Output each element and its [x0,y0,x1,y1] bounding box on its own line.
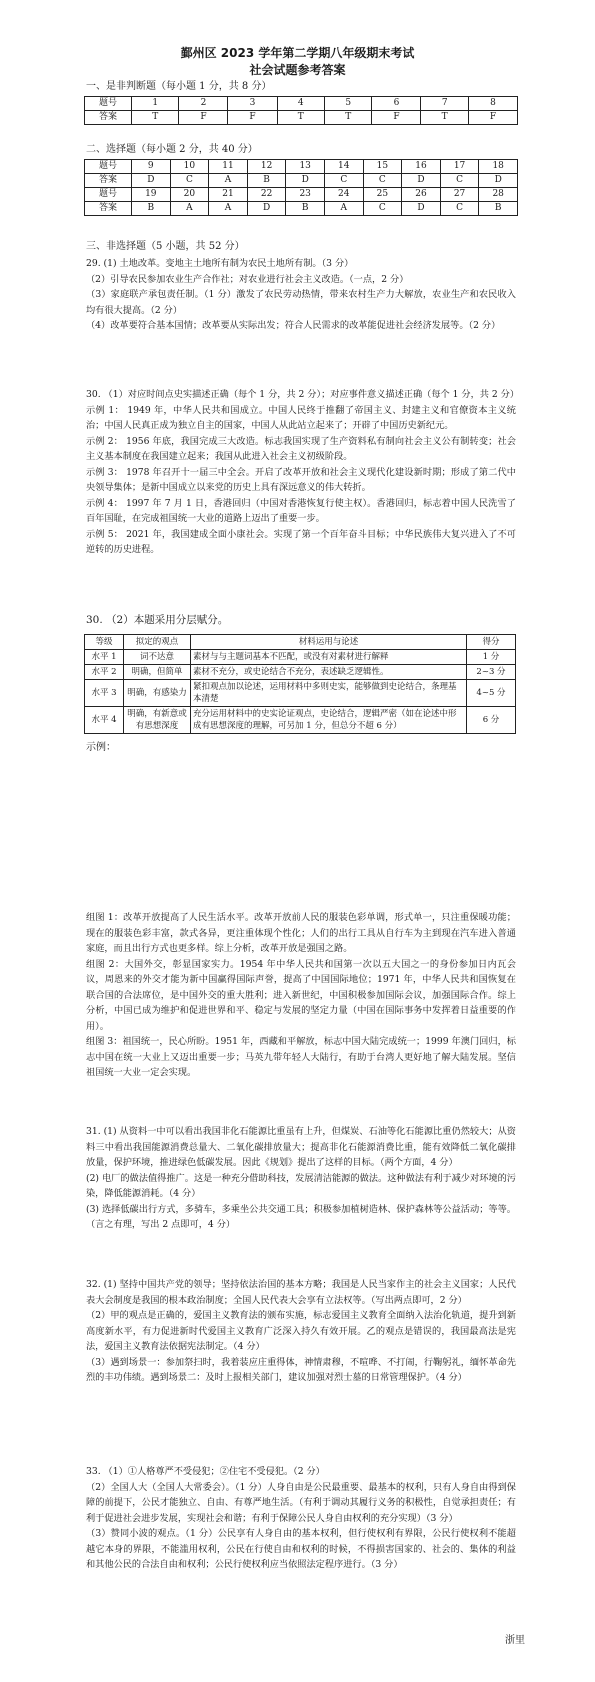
rubric-level: 水平 1 [85,650,124,665]
answer-label: 答案 [85,111,132,125]
answer-cell: T [421,111,468,125]
question-number-cell: 17 [440,160,479,174]
question-number-cell: 25 [363,188,402,202]
answer-cell: C [324,174,363,188]
question-number-cell: 18 [479,160,518,174]
rubric-header: 等级 [85,635,124,650]
rubric-score: 4~5 分 [467,680,516,707]
answer-cell: D [286,174,325,188]
answer-cell: B [479,202,518,216]
answer-cell: T [277,111,324,125]
rubric-header: 材料运用与论述 [191,635,467,650]
question-number-cell: 13 [286,160,325,174]
answer-cell: A [324,202,363,216]
footer-watermark: 浙里 [505,1635,525,1646]
answer-paragraph: 组图 2：大国外交，彰显国家实力。1954 年中华人民共和国第一次以五大国之一的身份参加日内瓦会议，周恩来的外交才能为新中国赢得国际声誉，提高了中国国际地位；1971 年，中华人民共和国恢复在联合国的合法席位，是中国外交的重大胜利；进入新世纪，中国积极参加国际会议，加强国际合作。综上分析，中国已成为维护和促进世界和平、稳定与发展的坚定力量（中国在国际事务中发挥着日益重要的作用）。 [86,958,516,1032]
question-number-label: 题号 [85,160,132,174]
answer-cell: T [324,111,371,125]
answer-paragraph: 29. (1) 土地改革。变地主土地所有制为农民土地所有制。（3 分） [86,258,354,269]
rubric-header: 拟定的观点 [124,635,191,650]
answer-cell: C [440,174,479,188]
answer-cell: B [286,202,325,216]
answer-paragraph: 示例 2： 1956 年底，我国完成三大改造。标志我国实现了生产资料私有制向社会主义公有制转变；社会主义基本制度在我国建立起来；我国从此进入社会主义初级阶段。 [86,435,516,462]
rubric-level: 水平 2 [85,665,124,680]
question-number-cell: 14 [324,160,363,174]
question-number-cell: 27 [440,188,479,202]
answer-cell: B [132,202,171,216]
answer-paragraph: (2) 电厂的做法值得推广。这是一种充分借助科技，发展清洁能源的做法。这种做法有利于减少对环境的污染，降低能源消耗。（4 分） [86,1172,516,1199]
answer-cell: C [440,202,479,216]
q30-part2-examples [86,910,516,1081]
question-number-cell: 8 [468,97,517,111]
rubric-desc: 充分运用材料中的史实论证观点，史论结合，逻辑严密（如在论述中形成有思想深度的理解，可另加 1 分，但总分不超 6 分） [191,707,467,734]
answer-paragraph: 32. (1) 坚持中国共产党的领导；坚持依法治国的基本方略；我国是人民当家作主的社会主义国家；人民代表大会制度是我国的根本政治制度；全国人民代表大会享有立法权等。（写出两点即可，2 分） [86,1279,516,1306]
answer-cell: A [170,202,209,216]
rubric-level: 水平 4 [85,707,124,734]
q30-part2-heading: 30. （2）本题采用分层赋分。 [86,614,229,626]
rubric-header: 得分 [467,635,516,650]
answer-paragraph: 示例 3： 1978 年召开十一届三中全会。开启了改革开放和社会主义现代化建设新时期；形成了第二代中央领导集体；是新中国成立以来党的历史上具有深远意义的伟大转折。 [86,466,516,493]
answer-paragraph: （3）家庭联产承包责任制。（1 分）激发了农民劳动热情，带来农村生产力大解放，农业生产和农民收入均有很大提高。（2 分） [86,289,516,316]
example-label: 示例： [86,742,116,753]
question-number-cell: 4 [277,97,324,111]
question-number-label: 题号 [85,97,132,111]
exam-subtitle: 社会试题参考答案 [249,63,346,77]
answer-paragraph: 示例 1： 1949 年，中华人民共和国成立。中国人民终于推翻了帝国主义、封建主义和官僚资本主义统治；中国人民真正成为独立自主的国家，中国人从此站立起来了；开辟了中国历史新纪元。 [86,404,516,431]
rubric-score: 2~3 分 [467,665,516,680]
answer-paragraph: 示例 4： 1997 年 7 月 1 日，香港回归（中国对香港恢复行使主权）。香港回归，标志着中国人民洗雪了百年国耻，在完成祖国统一大业的道路上迈出了重要一步。 [86,497,516,524]
answer-cell: T [132,111,179,125]
answer-cell: C [363,202,402,216]
answer-paragraph: 33. （1）①人格尊严不受侵犯；②住宅不受侵犯。（2 分） [86,1466,325,1477]
choice-table [84,159,518,216]
question-number-cell: 9 [132,160,171,174]
question-number-cell: 28 [479,188,518,202]
answer-paragraph: 组图 3：祖国统一，民心所盼。1951 年，西藏和平解放，标志中国大陆完成统一；1999 年澳门回归，标志中国在统一大业上又迈出重要一步；马英九带年轻人大陆行，有助于台湾人更好地了解大陆发展。坚信祖国统一大业一定会实现。 [86,1036,516,1078]
question-number-cell: 7 [421,97,468,111]
rubric-table [84,634,516,734]
answer-paragraph: 组图 1：改革开放提高了人民生活水平。改革开放前人民的服装色彩单调，形式单一，只注重保暖功能；现在的服装色彩丰富，款式各异，更注重体现个性化；人们的出行工具从自行车为主到现在汽车进入普通家庭，而且出行方式也更多样。综上分析，改革开放是强国之路。 [86,912,516,954]
question-number-cell: 6 [372,97,421,111]
question-number-cell: 2 [179,97,228,111]
rubric-desc: 素材与与主题词基本不匹配，或没有对素材进行解释 [191,650,467,665]
question-number-cell: 12 [247,160,286,174]
question-number-cell: 22 [247,188,286,202]
answer-cell: D [479,174,518,188]
answer-paragraph: (3) 选择低碳出行方式，多骑车，多乘坐公共交通工具；积极参加植树造林、保护森林等公益活动；等等。（言之有理，写出 2 点即可，4 分） [86,1203,516,1230]
q33-answer [86,1464,516,1573]
answer-cell: C [363,174,402,188]
answer-cell: F [468,111,517,125]
answer-paragraph: 31. (1) 从资料一中可以看出我国非化石能源比重虽有上升，但煤炭、石油等化石能源比重仍然较大；从资料三中看出我国能源消费总量大、二氧化碳排放量大；提高非化石能源消费比重，能有效降低二氧化碳排放量，保护环境，推进绿色低碳发展。因此《规划》提出了这样的目标。（两个方面，4 分） [86,1126,516,1168]
rubric-score: 1 分 [467,650,516,665]
answer-paragraph: （2）引导农民参加农业生产合作社；对农业进行社会主义改造。（一点，2 分） [86,273,409,285]
answer-cell: F [179,111,228,125]
rubric-score: 6 分 [467,707,516,734]
question-number-cell: 5 [324,97,371,111]
question-number-cell: 16 [402,160,441,174]
rubric-desc: 素材不充分，或史论结合不充分，表述缺乏逻辑性。 [191,665,467,680]
answer-cell: B [247,174,286,188]
question-number-cell: 20 [170,188,209,202]
section2-heading: 二、选择题（每小题 2 分，共 40 分） [86,144,258,155]
question-number-cell: 15 [363,160,402,174]
answer-paragraph: （3）赞同小波的观点。（1 分）公民享有人身自由的基本权利，但行使权利有界限，公民行使权利不能超越它本身的界限，不能滥用权利，公民在行使自由和权利的时候，不得损害国家的、社会的、集体的利益和其他公民的合法自由和权利；公民行使权利应当依照法定程序进行。（3 分） [86,1528,516,1570]
question-number-cell: 3 [228,97,277,111]
question-number-cell: 26 [402,188,441,202]
answer-cell: D [247,202,286,216]
answer-paragraph: （3）遇到场景一：参加祭扫时，我着装应庄重得体，神情肃穆，不喧哗、不打闹，行鞠躬礼，缅怀革命先烈的丰功伟绩。遇到场景二：及时上报相关部门，建议加强对烈士墓的日常管理保护。（4 分） [86,1356,516,1383]
answer-paragraph: （2）甲的观点是正确的，爱国主义教育法的颁布实施，标志爱国主义教育全面纳入法治化轨道，提升到新高度新水平，有力促进新时代爱国主义教育广泛深入持久有效开展。乙的观点是错误的，我国最高法是宪法，爱国主义教育法依据宪法制定。（4 分） [86,1310,516,1352]
question-number-cell: 19 [132,188,171,202]
rubric-desc: 紧扣观点加以论述，运用材料中多则史实，能够做到史论结合，条理基本清楚 [191,680,467,707]
answer-cell: F [372,111,421,125]
answer-paragraph: （2）全国人大（全国人大常委会）。（1 分）人身自由是公民最重要、最基本的权利，只有人身自由得到保障的前提下，公民才能独立、自由、有尊严地生活。（有利于调动其履行义务的积极性，自觉承担责任；有利于促进社会进步发展，实现社会和谐；有利于保障公民人身自由权利的充分实现）（3 分） [86,1481,516,1524]
answer-cell: A [209,174,248,188]
answer-paragraph: 30. （1）对应时间点史实描述正确（每个 1 分，共 2 分）；对应事件意义描述正确（每个 1 分，共 2 分） [86,389,520,400]
question-number-cell: 11 [209,160,248,174]
rubric-view: 明确，有新意或有思想深度 [124,707,191,734]
exam-title: 鄞州区 2023 学年第二学期八年级期末考试 [180,46,415,60]
rubric-view: 明确，但简单 [124,665,191,680]
section1-heading: 一、是非判断题（每小题 1 分，共 8 分） [86,81,272,92]
question-number-cell: 23 [286,188,325,202]
question-number-cell: 1 [132,97,179,111]
rubric-view: 明确，有感染力 [124,680,191,707]
answer-paragraph: 示例 5： 2021 年，我国建成全面小康社会。实现了第一个百年奋斗目标；中华民族伟大复兴进入了不可逆转的历史进程。 [86,528,516,555]
q31-answer [86,1124,516,1233]
answer-cell: C [170,174,209,188]
question-number-cell: 10 [170,160,209,174]
rubric-view: 词不达意 [124,650,191,665]
rubric-level: 水平 3 [85,680,124,707]
q30-part1-answer [86,387,520,558]
question-number-cell: 24 [324,188,363,202]
answer-label: 答案 [85,202,132,216]
answer-paragraph: （4）改革要符合基本国情；改革要从实际出发；符合人民需求的改革能促进社会经济发展等。（2 分） [86,320,501,331]
section3-heading: 三、非选择题（5 小题，共 52 分） [86,241,245,252]
answer-cell: A [209,202,248,216]
question-number-cell: 21 [209,188,248,202]
answer-cell: D [402,202,441,216]
answer-cell: D [132,174,171,188]
question-number-label: 题号 [85,188,132,202]
q29-answer [86,256,516,334]
answer-label: 答案 [85,174,132,188]
answer-cell: F [228,111,277,125]
truefalse-table [84,96,518,125]
q32-answer [86,1277,516,1386]
answer-cell: D [402,174,441,188]
